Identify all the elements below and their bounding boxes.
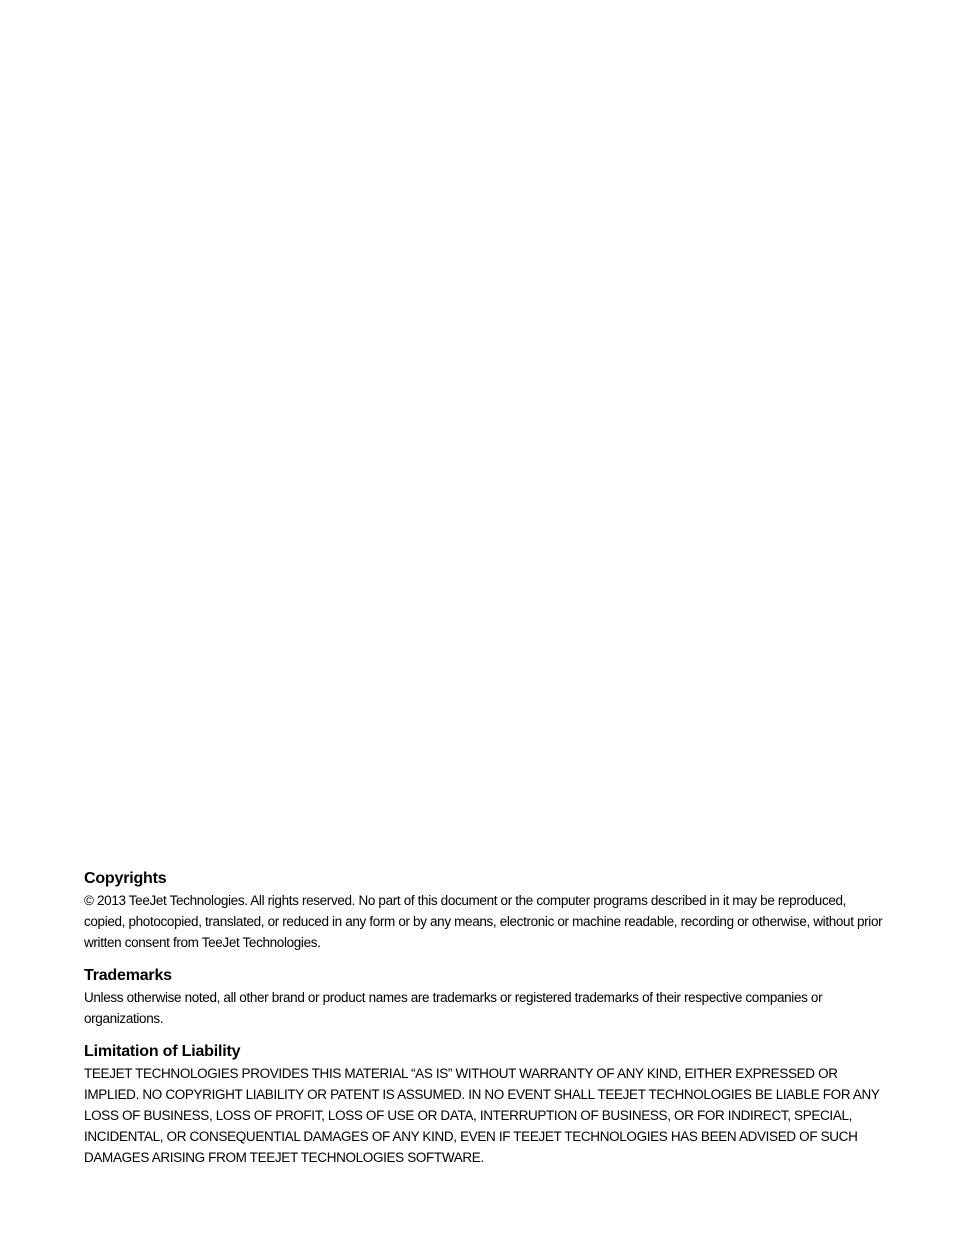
copyrights-heading: Copyrights: [84, 870, 167, 887]
liability-text: TEEJET TECHNOLOGIES PROVIDES THIS MATERIAL “AS IS” WITHOUT WARRANTY OF ANY KIND, EITHER EXPRESSED OR IMPLIED. NO COPYRIGHT LIABILITY OR PATENT IS ASSUMED. IN NO EVENT SHALL TEEJET TECHNOLOGIES BE LIABLE FOR ANY LOSS OF BUSINESS, LOSS OF PROFIT, LOSS OF USE OR DATA, INTERRUPTION OF BUSINESS, OR FOR INDIRECT, SPECIAL, INCIDENTAL, OR CONSEQUENTIAL DAMAGES OF ANY KIND, EVEN IF TEEJET TECHNOLOGIES HAS BEEN ADVISED OF SUCH DAMAGES ARISING FROM TEEJET TECHNOLOGIES SOFTWARE.: [84, 1066, 880, 1165]
copyrights-text: © 2013 TeeJet Technologies. All rights reserved. No part of this document or the computer programs described in it may be reproduced, copied, photocopied, translated, or reduced in any form or by any means, electronic or machine readable, recording or otherwise, without prior written consent from TeeJet Technologies.: [84, 893, 883, 950]
liability-heading: Limitation of Liability: [84, 1043, 241, 1060]
copyrights-section: [84, 868, 884, 953]
trademarks-text: Unless otherwise noted, all other brand or product names are trademarks or registered trademarks of their respective companies or organizations.: [84, 990, 823, 1026]
legal-notices: [84, 868, 884, 1180]
trademarks-section: [84, 965, 884, 1029]
trademarks-heading: Trademarks: [84, 967, 172, 984]
liability-section: [84, 1041, 884, 1168]
